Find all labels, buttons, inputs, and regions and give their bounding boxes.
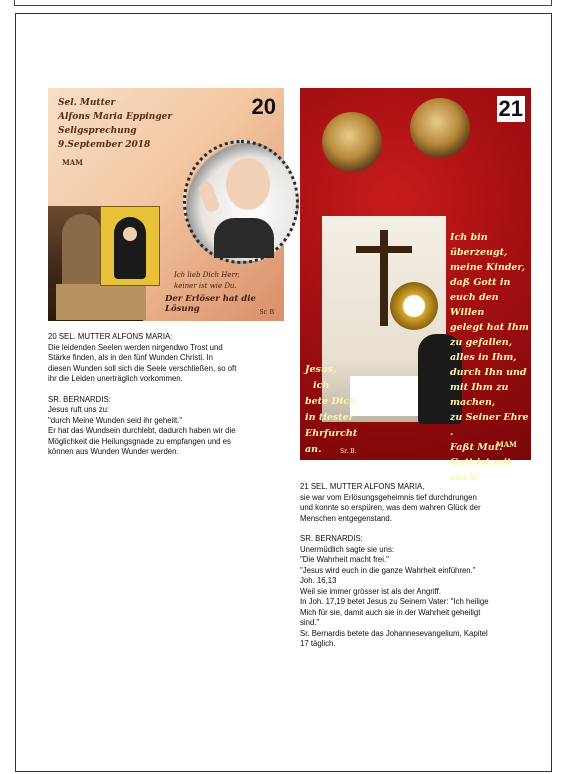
text-line: sie war vom Erlösungsgeheimnis tief durchdrungen xyxy=(300,492,477,502)
card-quote xyxy=(450,230,531,485)
text-line: Joh. 16,13 xyxy=(300,576,337,585)
card-caption xyxy=(58,96,172,152)
text-paragraph xyxy=(48,395,284,458)
quote-line: mit Ihm zu xyxy=(450,382,509,393)
card-signature: Sr. B. xyxy=(340,448,357,455)
quote-line: euch den Willen xyxy=(450,292,499,318)
text-line: Weil sie immer grösser ist als der Angriff. xyxy=(300,586,441,596)
prayer-line: an. xyxy=(305,444,322,455)
card-20-image xyxy=(48,88,284,321)
text-paragraph xyxy=(48,343,284,385)
mam-label: MAM xyxy=(62,158,83,167)
text-line: Unermüdlich sagte sie uns: xyxy=(300,544,395,554)
caption-line: Sel. Mutter xyxy=(58,98,116,108)
quote-line: meine Kinder, xyxy=(450,262,526,273)
text-line: Er hat das Wundsein durchlebt, dadurch haben wir die xyxy=(48,426,236,435)
crucifix xyxy=(380,230,388,326)
prayer-line: Jesus, xyxy=(305,364,337,375)
text-line: Die leidenden Seelen werden nirgendwo Trost und xyxy=(48,342,223,352)
caption-line: 9.September 2018 xyxy=(58,140,151,150)
elder-body xyxy=(214,218,274,258)
card-number: 20 xyxy=(251,94,276,119)
quote-line: zu Seiner Ehre . xyxy=(450,412,529,438)
text-line: Jesus ruft uns zu: xyxy=(48,405,110,414)
quote-line: daß Gott in xyxy=(450,277,511,288)
nun-portrait xyxy=(100,206,160,286)
quote-line: Ich bin xyxy=(450,232,488,243)
text-line: 17 täglich. xyxy=(300,639,336,648)
angel-statue-right xyxy=(410,98,470,158)
nun-figure xyxy=(114,217,146,279)
caption-line: Seligsprechung xyxy=(58,126,137,136)
mam-label: MAM xyxy=(496,440,517,449)
quote-line: gelegt hat Ihm xyxy=(450,322,529,333)
card-21-image xyxy=(300,88,531,483)
text-line: Stärke finden, als in den fünf Wunden Christi. In xyxy=(48,353,213,362)
angel-statue-left xyxy=(322,112,382,172)
text-line: und konnte so erspüren, was dem wahren Glück der xyxy=(300,503,481,512)
quote-line: Ich lieb Dich Herr, xyxy=(174,271,240,279)
text-line: sind." xyxy=(300,618,320,627)
text-line: ihr die Leiden unerträglich vorkommen. xyxy=(48,374,183,383)
text-line: diesen Wunden soll sich die Seele verschließen, so oft xyxy=(48,363,237,373)
text-line: Sr. Bernardis betete das Johannesevangelium, Kapitel xyxy=(300,628,488,638)
card-solution: Der Erlöser hat die Lösung xyxy=(165,294,256,314)
prayer-line: Ehrfurcht xyxy=(305,428,358,439)
quote-line: machen, xyxy=(450,397,496,408)
altar xyxy=(56,284,146,320)
prayer-line: in tiester xyxy=(305,412,354,423)
text-heading: 21 SEL. MUTTER ALFONS MARIA, xyxy=(300,482,425,491)
text-line: SR. BERNARDIS: xyxy=(48,394,111,404)
prayer-line: bete Dich xyxy=(305,396,356,407)
text-line: In Joh. 17,19 betet Jesus zu Seinem Vater: "Ich heilige xyxy=(300,597,489,606)
text-line: "Die Wahrheit macht frei." xyxy=(300,555,389,564)
quote-line: Gott ist mit euch. xyxy=(450,457,512,483)
text-line: können aus Wunden Wunder werden. xyxy=(48,447,179,456)
crucifix-bar xyxy=(356,246,412,253)
card-number: 21 xyxy=(498,96,523,121)
quote-line: alles in Ihm, xyxy=(450,352,517,363)
text-line: "durch Meine Wunden seid ihr geheilt." xyxy=(48,415,183,425)
caption-line: Alfons Maria Eppinger xyxy=(58,112,173,122)
card-quote xyxy=(174,270,240,292)
text-paragraph xyxy=(300,493,532,525)
monstrance xyxy=(390,282,438,330)
text-paragraph xyxy=(300,534,532,650)
text-line: Mich für sie, damit auch sie in der Wahrheit geheiligt xyxy=(300,607,481,617)
quote-line: überzeugt, xyxy=(450,247,508,258)
card-prayer xyxy=(305,362,357,458)
text-heading: 20 SEL. MUTTER ALFONS MARIA: xyxy=(48,332,173,341)
quote-line: durch Ihn und xyxy=(450,367,527,378)
elder-face xyxy=(226,158,270,210)
text-block-20 xyxy=(48,332,284,468)
card-signature: Sr. B xyxy=(259,309,274,316)
quote-line: Faßt Mut. xyxy=(450,442,503,453)
quote-line: zu gefallen, xyxy=(450,337,513,348)
text-line: SR. BERNARDIS: xyxy=(300,534,363,543)
previous-page-frame xyxy=(14,0,552,6)
text-block-21 xyxy=(300,482,532,660)
prayer-line: ich xyxy=(313,380,330,391)
quote-line: keiner ist wie Du. xyxy=(174,282,237,290)
nun-face xyxy=(123,227,137,241)
text-line: "Jesus wird euch in die ganze Wahrheit einführen." xyxy=(300,565,476,575)
text-line: Möglichkeit die Heilungsgnade zu empfangen und es xyxy=(48,436,231,446)
text-line: Menschen entgegenstand. xyxy=(300,513,392,523)
